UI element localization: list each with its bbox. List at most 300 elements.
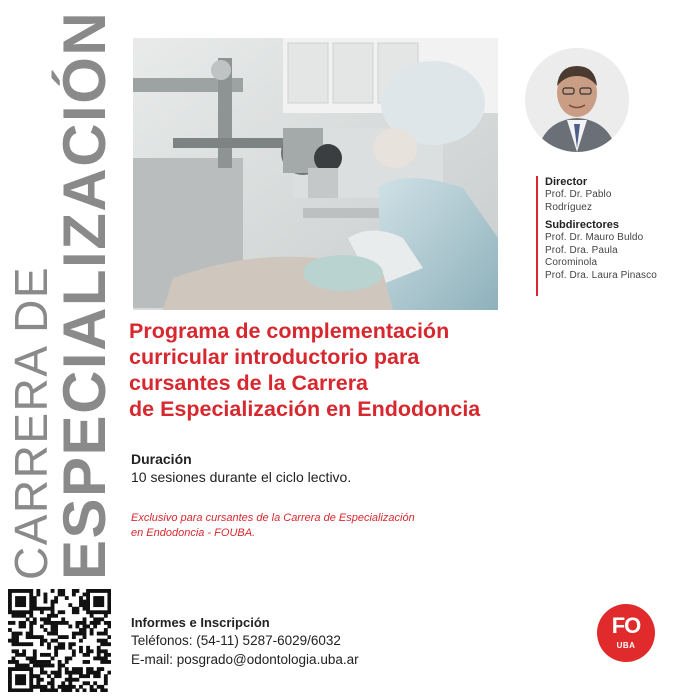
qr-module — [51, 600, 55, 604]
qr-module — [29, 678, 33, 682]
qr-module — [47, 617, 51, 621]
qr-module — [104, 589, 108, 593]
qr-module — [19, 589, 23, 593]
qr-module — [90, 671, 94, 675]
qr-module — [104, 688, 108, 692]
qr-module — [75, 688, 79, 692]
qr-module — [15, 664, 19, 668]
qr-module — [100, 656, 104, 660]
qr-module — [44, 607, 48, 611]
qr-module — [40, 688, 44, 692]
qr-module — [44, 596, 48, 600]
qr-module — [61, 642, 65, 646]
qr-module — [100, 600, 104, 604]
qr-module — [72, 653, 76, 657]
qr-module — [54, 628, 58, 632]
qr-module — [19, 625, 23, 629]
qr-module — [33, 635, 37, 639]
qr-module — [86, 593, 90, 597]
qr-module — [93, 681, 97, 685]
qr-module — [100, 610, 104, 614]
qr-module — [29, 596, 33, 600]
qr-module — [19, 667, 23, 671]
qr-module — [51, 607, 55, 611]
qr-module — [29, 674, 33, 678]
exclusive-note — [131, 511, 511, 541]
qr-module — [8, 603, 12, 607]
qr-module — [107, 603, 111, 607]
qr-module — [36, 589, 40, 593]
qr-module — [33, 656, 37, 660]
qr-module — [22, 596, 26, 600]
qr-module — [97, 617, 101, 621]
qr-module — [44, 617, 48, 621]
qr-module — [22, 642, 26, 646]
qr-module — [29, 603, 33, 607]
qr-module — [40, 635, 44, 639]
qr-module — [22, 603, 26, 607]
qr-module — [93, 600, 97, 604]
qr-module — [29, 685, 33, 689]
qr-module — [97, 600, 101, 604]
qr-module — [8, 628, 12, 632]
qr-module — [75, 671, 79, 675]
subdirector-1: Prof. Dr. Mauro Buldo — [545, 232, 644, 243]
qr-module — [19, 664, 23, 668]
program-title-line: de Especialización en Endodoncia — [129, 397, 481, 421]
qr-module — [79, 671, 83, 675]
qr-module — [61, 688, 65, 692]
qr-module — [104, 642, 108, 646]
qr-module — [19, 621, 23, 625]
qr-module — [29, 635, 33, 639]
qr-module — [15, 610, 19, 614]
qr-module — [65, 635, 69, 639]
qr-module — [26, 667, 30, 671]
qr-module — [54, 614, 58, 618]
qr-module — [19, 614, 23, 618]
qr-module — [61, 635, 65, 639]
qr-module — [47, 642, 51, 646]
qr-module — [40, 639, 44, 643]
qr-module — [51, 678, 55, 682]
qr-module — [51, 603, 55, 607]
qr-module — [22, 649, 26, 653]
qr-module — [22, 681, 26, 685]
qr-module — [44, 685, 48, 689]
qr-module — [93, 617, 97, 621]
qr-module — [19, 603, 23, 607]
qr-module — [83, 653, 87, 657]
qr-module — [36, 681, 40, 685]
qr-module — [83, 600, 87, 604]
qr-code[interactable] — [8, 589, 111, 692]
qr-module — [12, 660, 16, 664]
qr-module — [47, 674, 51, 678]
qr-module — [8, 685, 12, 689]
qr-module — [26, 688, 30, 692]
qr-module — [104, 610, 108, 614]
qr-module — [79, 632, 83, 636]
qr-module — [26, 664, 30, 668]
qr-module — [47, 621, 51, 625]
qr-module — [83, 688, 87, 692]
qr-module — [68, 688, 72, 692]
vertical-title — [5, 10, 118, 580]
qr-module — [61, 681, 65, 685]
director-name-line2: Rodríguez — [545, 201, 593, 213]
qr-module — [8, 607, 12, 611]
qr-module — [29, 614, 33, 618]
qr-module — [29, 600, 33, 604]
qr-module — [29, 625, 33, 629]
qr-module — [83, 607, 87, 611]
qr-module — [8, 596, 12, 600]
qr-module — [12, 589, 16, 593]
qr-module — [51, 639, 55, 643]
qr-module — [12, 656, 16, 660]
qr-module — [86, 625, 90, 629]
qr-module — [15, 688, 19, 692]
qr-module — [58, 593, 62, 597]
qr-module — [8, 667, 12, 671]
qr-module — [90, 614, 94, 618]
qr-module — [12, 621, 16, 625]
qr-module — [97, 674, 101, 678]
qr-module — [90, 621, 94, 625]
qr-module — [29, 642, 33, 646]
qr-module — [33, 674, 37, 678]
qr-module — [86, 610, 90, 614]
logo-text: FO — [611, 613, 641, 638]
qr-module — [33, 617, 37, 621]
qr-module — [97, 621, 101, 625]
qr-module — [75, 632, 79, 636]
program-title-line: curricular introductorio para — [129, 345, 420, 369]
qr-module — [75, 621, 79, 625]
qr-module — [107, 660, 111, 664]
vertical-title-line2: ESPECIALIZACIÓN — [51, 10, 118, 580]
qr-module — [8, 600, 12, 604]
qr-module — [104, 674, 108, 678]
qr-module — [61, 664, 65, 668]
qr-module — [100, 660, 104, 664]
qr-module — [90, 628, 94, 632]
qr-module — [47, 632, 51, 636]
qr-module — [36, 685, 40, 689]
qr-module — [40, 653, 44, 657]
qr-module — [79, 639, 83, 643]
qr-module — [54, 621, 58, 625]
qr-module — [54, 632, 58, 636]
qr-module — [33, 685, 37, 689]
qr-module — [79, 600, 83, 604]
qr-module — [22, 589, 26, 593]
qr-module — [72, 685, 76, 689]
qr-module — [79, 646, 83, 650]
qr-module — [15, 667, 19, 671]
qr-module — [83, 617, 87, 621]
qr-module — [44, 593, 48, 597]
qr-module — [97, 646, 101, 650]
qr-module — [72, 635, 76, 639]
qr-module — [26, 632, 30, 636]
qr-module — [44, 671, 48, 675]
qr-module — [65, 685, 69, 689]
qr-module — [104, 649, 108, 653]
subdirector-3: Prof. Dra. Laura Pinasco — [545, 269, 657, 281]
qr-module — [19, 681, 23, 685]
qr-module — [83, 628, 87, 632]
qr-module — [33, 607, 37, 611]
contact-email[interactable]: E-mail: posgrado@odontologia.uba.ar — [131, 652, 359, 667]
qr-module — [8, 681, 12, 685]
qr-module — [100, 685, 104, 689]
qr-module — [19, 596, 23, 600]
qr-module — [104, 660, 108, 664]
qr-module — [51, 628, 55, 632]
qr-module — [83, 621, 87, 625]
qr-module — [72, 589, 76, 593]
qr-module — [93, 625, 97, 629]
qr-module — [15, 632, 19, 636]
qr-module — [79, 685, 83, 689]
qr-module — [51, 656, 55, 660]
qr-module — [72, 678, 76, 682]
qr-module — [40, 660, 44, 664]
qr-module — [65, 671, 69, 675]
qr-module — [86, 607, 90, 611]
qr-module — [12, 649, 16, 653]
qr-module — [86, 646, 90, 650]
qr-module — [72, 607, 76, 611]
qr-module — [75, 610, 79, 614]
qr-module — [107, 600, 111, 604]
qr-module — [86, 667, 90, 671]
qr-module — [58, 674, 62, 678]
qr-module — [51, 681, 55, 685]
qr-module — [22, 621, 26, 625]
qr-module — [22, 674, 26, 678]
qr-module — [97, 596, 101, 600]
qr-module — [65, 621, 69, 625]
qr-module — [90, 649, 94, 653]
qr-module — [8, 593, 12, 597]
qr-module — [15, 614, 19, 618]
qr-module — [19, 642, 23, 646]
qr-module — [15, 596, 19, 600]
qr-module — [40, 607, 44, 611]
qr-module — [26, 642, 30, 646]
qr-module — [93, 621, 97, 625]
qr-module — [83, 603, 87, 607]
qr-module — [83, 635, 87, 639]
qr-module — [86, 681, 90, 685]
qr-module — [100, 639, 104, 643]
qr-module — [19, 688, 23, 692]
qr-module — [29, 656, 33, 660]
qr-module — [12, 632, 16, 636]
qr-module — [26, 617, 30, 621]
qr-module — [40, 617, 44, 621]
contact-title: Informes e Inscripción — [131, 615, 270, 630]
qr-module — [83, 674, 87, 678]
qr-module — [51, 671, 55, 675]
qr-module — [51, 589, 55, 593]
qr-module — [75, 678, 79, 682]
qr-module — [54, 639, 58, 643]
qr-module — [29, 632, 33, 636]
qr-module — [104, 656, 108, 660]
qr-module — [100, 649, 104, 653]
qr-module — [90, 685, 94, 689]
qr-module — [90, 589, 94, 593]
qr-module — [90, 667, 94, 671]
subdirector-2-line2: Corominola — [545, 257, 598, 268]
qr-module — [79, 674, 83, 678]
director-name-line1: Prof. Dr. Pablo — [545, 189, 612, 200]
program-title — [129, 318, 579, 422]
qr-module — [83, 593, 87, 597]
qr-module — [79, 603, 83, 607]
qr-module — [44, 653, 48, 657]
qr-module — [29, 589, 33, 593]
qr-module — [36, 674, 40, 678]
qr-module — [44, 639, 48, 643]
qr-module — [68, 671, 72, 675]
qr-module — [107, 625, 111, 629]
qr-module — [22, 653, 26, 657]
qr-module — [44, 600, 48, 604]
qr-module — [58, 610, 62, 614]
qr-module — [79, 596, 83, 600]
qr-module — [68, 656, 72, 660]
qr-module — [97, 671, 101, 675]
qr-module — [19, 653, 23, 657]
qr-module — [58, 685, 62, 689]
qr-module — [47, 688, 51, 692]
duration-label: Duración — [131, 451, 192, 467]
qr-module — [12, 642, 16, 646]
fouba-logo — [597, 604, 655, 662]
qr-module — [29, 628, 33, 632]
qr-module — [93, 596, 97, 600]
qr-module — [100, 596, 104, 600]
qr-module — [40, 671, 44, 675]
qr-module — [19, 610, 23, 614]
qr-module — [97, 653, 101, 657]
qr-module — [72, 667, 76, 671]
qr-module — [33, 621, 37, 625]
qr-module — [79, 649, 83, 653]
qr-module — [12, 614, 16, 618]
qr-module — [79, 621, 83, 625]
qr-module — [58, 642, 62, 646]
qr-module — [68, 625, 72, 629]
qr-module — [40, 685, 44, 689]
qr-module — [107, 589, 111, 593]
qr-module — [12, 667, 16, 671]
qr-module — [104, 628, 108, 632]
qr-module — [79, 628, 83, 632]
qr-module — [65, 667, 69, 671]
qr-module — [12, 635, 16, 639]
subdirectors-label: Subdirectores — [545, 219, 619, 231]
qr-module — [93, 603, 97, 607]
logo-subtext: UBA — [616, 641, 636, 650]
qr-module — [15, 600, 19, 604]
qr-module — [97, 603, 101, 607]
qr-module — [26, 656, 30, 660]
qr-module — [29, 610, 33, 614]
qr-module — [97, 685, 101, 689]
qr-module — [51, 621, 55, 625]
qr-module — [65, 688, 69, 692]
qr-module — [19, 600, 23, 604]
qr-module — [33, 660, 37, 664]
qr-module — [61, 617, 65, 621]
qr-module — [107, 635, 111, 639]
qr-module — [22, 625, 26, 629]
qr-module — [33, 596, 37, 600]
qr-module — [83, 681, 87, 685]
qr-module — [54, 600, 58, 604]
qr-module — [47, 664, 51, 668]
qr-module — [29, 607, 33, 611]
qr-module — [22, 678, 26, 682]
qr-module — [75, 667, 79, 671]
qr-module — [65, 678, 69, 682]
exclusive-note-line1: Exclusivo para cursantes de la Carrera de Especialización — [131, 512, 415, 524]
qr-module — [104, 681, 108, 685]
program-title-line: Programa de complementación — [129, 319, 450, 343]
qr-module — [22, 614, 26, 618]
qr-module — [90, 632, 94, 636]
qr-module — [22, 610, 26, 614]
qr-module — [29, 681, 33, 685]
qr-module — [107, 621, 111, 625]
qr-module — [36, 593, 40, 597]
qr-module — [47, 681, 51, 685]
qr-module — [100, 642, 104, 646]
qr-module — [58, 664, 62, 668]
qr-module — [61, 621, 65, 625]
qr-module — [58, 667, 62, 671]
qr-module — [100, 632, 104, 636]
qr-module — [29, 593, 33, 597]
qr-module — [47, 607, 51, 611]
qr-module — [100, 667, 104, 671]
qr-module — [33, 649, 37, 653]
qr-module — [26, 635, 30, 639]
qr-module — [33, 653, 37, 657]
qr-module — [15, 681, 19, 685]
qr-module — [22, 667, 26, 671]
qr-module — [100, 688, 104, 692]
qr-module — [47, 660, 51, 664]
qr-module — [47, 653, 51, 657]
qr-module — [40, 667, 44, 671]
qr-module — [86, 589, 90, 593]
qr-module — [86, 596, 90, 600]
qr-module — [107, 671, 111, 675]
qr-module — [75, 625, 79, 629]
qr-module — [58, 635, 62, 639]
qr-module — [72, 632, 76, 636]
qr-module — [72, 671, 76, 675]
qr-module — [100, 617, 104, 621]
subdirector-2-line1: Prof. Dra. Paula — [545, 244, 618, 256]
